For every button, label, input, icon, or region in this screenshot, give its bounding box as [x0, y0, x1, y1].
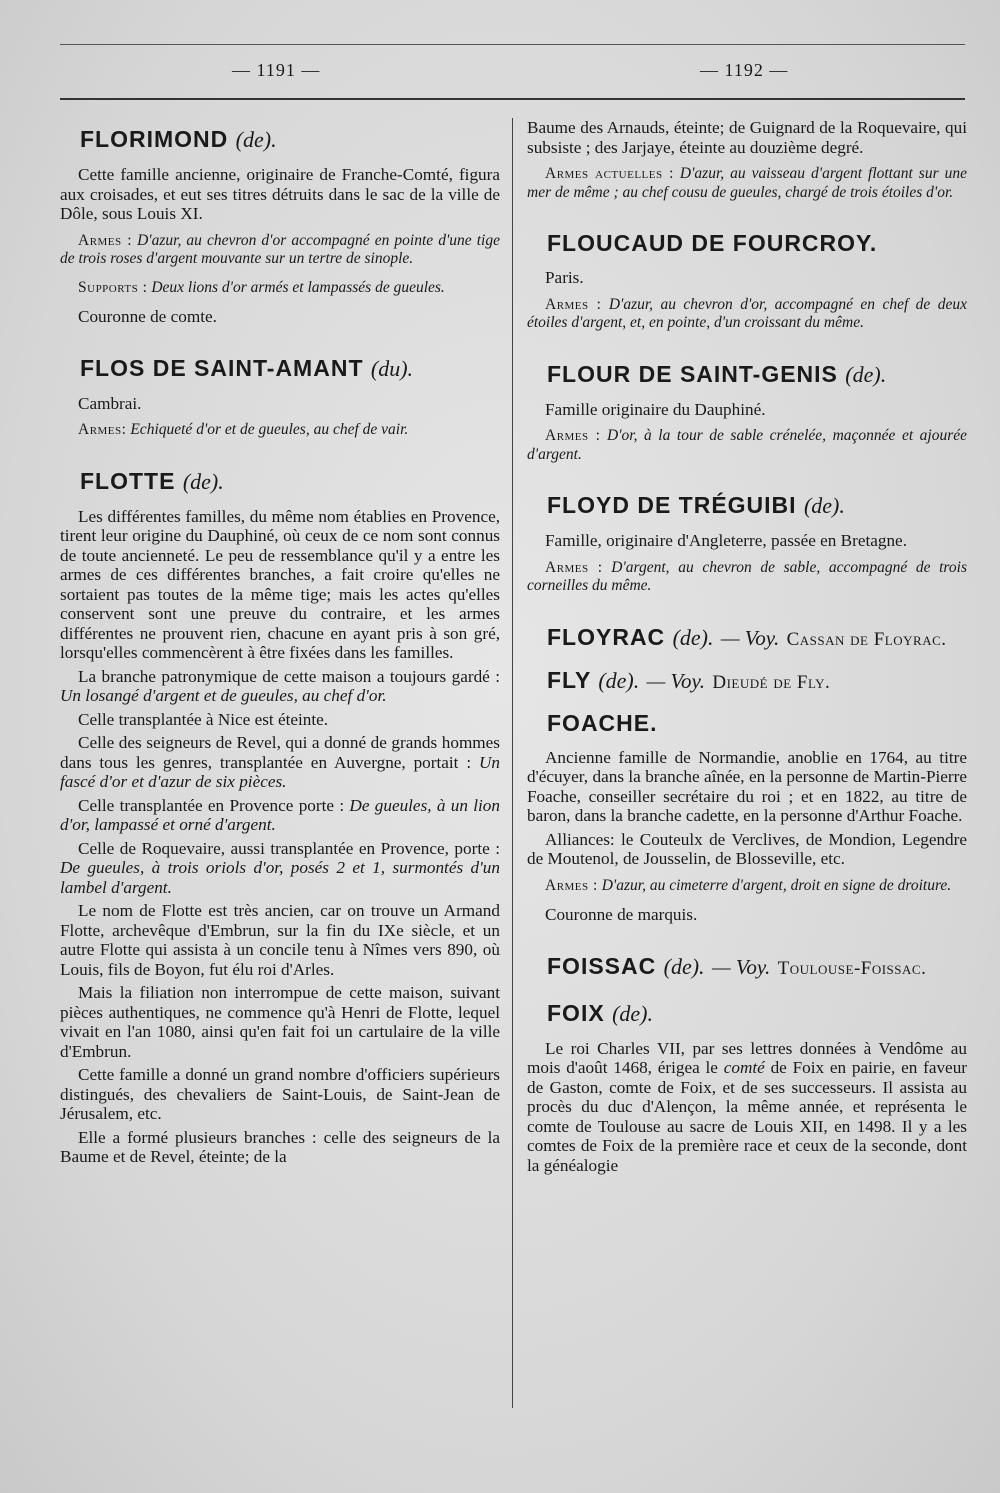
see-also: — Voy. — [711, 954, 771, 979]
armes-text: D'azur, au chevron d'or accompagné en pointe d'une tige de trois roses d'argent mouvante sur un tertre de sinople. — [60, 231, 500, 267]
armes-label: Armes : — [78, 231, 133, 249]
left-column — [60, 118, 500, 1195]
entry-text: Cette famille ancienne, originaire de Franche-Comté, figura aux croisades, et eut ses titres détruits dans le sac de la ville de Dôle, sous Louis XI. — [60, 165, 500, 223]
entry-floyrac — [527, 624, 967, 653]
armes-text: Echiqueté d'or et de gueules, au chef de vair. — [130, 421, 409, 438]
blazon-text: Un losangé d'argent et de gueules, au chef d'or. — [60, 686, 387, 705]
paragraph — [60, 733, 500, 792]
paragraph-text: Celle de Roquevaire, aussi transplantée en Provence, porte : — [78, 838, 500, 858]
entry-particle: (de). — [672, 624, 714, 650]
entry-particle: (du). — [370, 355, 414, 381]
entry-name: FOACHE. — [547, 709, 658, 736]
paragraph — [60, 667, 500, 706]
entry-foix — [527, 1000, 967, 1176]
entry-title — [547, 953, 967, 982]
entry-flour — [527, 361, 967, 465]
supports — [60, 279, 500, 298]
cross-reference: Cassan de Floyrac. — [786, 628, 947, 650]
couronne: Couronne de comte. — [78, 307, 217, 326]
header-rule — [60, 98, 965, 100]
entry-particle: (de). — [235, 127, 277, 152]
paragraph: Cette famille a donné un grand nombre d'officiers supérieurs distingués, des chevaliers de Saint-Louis, de Saint-Jean de Jérusalem, etc. — [60, 1065, 500, 1123]
entry-name: FLOS DE SAINT-AMANT — [80, 354, 364, 381]
entry-title — [547, 230, 967, 256]
entry-title — [547, 1000, 967, 1027]
blazon-text: Un fascé d'or et d'azur de six pièces. — [60, 752, 500, 791]
paragraph: Les différentes familles, du même nom établies en Provence, tirent leur origine du Dauphiné, où ceux de ce nom sont connus de toute ancienneté. Le peu de ressemblance qu'il y a entre les armes de ces différentes branches, a fait croire qu'elles ne sortaient pas toutes de la même tige; mais les actes qu'elles conservent sont une preuve du contraire, et les armes différentes ne prouvent rien, chacune en ayant pris à son gré, lorsqu'elles commencèrent à être fixées dans les familles. — [60, 506, 500, 662]
entry-particle: (de). — [803, 493, 845, 518]
armes-text: D'argent, au chevron de sable, accompagné de trois corneilles du même. — [527, 558, 967, 594]
entry-title — [547, 667, 967, 696]
entry-title — [80, 468, 500, 495]
entry-name: FOISSAC — [547, 952, 657, 979]
armes — [527, 165, 967, 202]
paragraph: Elle a formé plusieurs branches : celle des seigneurs de la Baume et de Revel, éteinte; de la — [60, 1127, 500, 1166]
see-also: — Voy. — [646, 668, 705, 693]
emphasis: comté — [723, 1058, 765, 1077]
entry-name: FLOYRAC — [547, 623, 666, 650]
blazon-text: De gueules, à un lion d'or, lampassé et orné d'argent. — [60, 795, 500, 834]
entry-floyd — [527, 492, 967, 596]
armes-label: Armes: — [78, 421, 127, 438]
paragraph-text: Celle des seigneurs de Revel, qui a donné de grands hommes dans tous les genres, transplantée en Auvergne, portait : — [60, 733, 500, 772]
entry-flotte-continued — [527, 118, 967, 202]
supports-label: Supports : — [78, 278, 148, 296]
entry-title — [80, 126, 500, 153]
entry-place: Paris. — [545, 268, 584, 287]
entry-particle: (de). — [663, 953, 705, 979]
top-rule — [60, 44, 965, 45]
entry-title — [547, 710, 967, 736]
entry-name: FLOTTE — [80, 467, 176, 494]
armes-text: D'azur, au cimeterre d'argent, droit en signe de droiture. — [601, 876, 952, 894]
entry-title — [547, 361, 967, 388]
armes — [527, 559, 967, 596]
armes — [527, 877, 967, 896]
entry-florimond — [60, 126, 500, 327]
cross-reference: Toulouse-Foissac. — [777, 957, 927, 979]
entry-name: FLOYD DE TRÉGUIBI — [547, 492, 797, 518]
entry-name: FLORIMOND — [80, 126, 229, 152]
paragraph: Ancienne famille de Normandie, anoblie en 1764, au titre d'écuyer, dans la branche aînée, en la personne de Martin-Pierre Foache, conseiller secrétaire du roi ; et en 1822, au titre de baron, dans la branche cadette, en la personne d'Arthur Foache. — [527, 747, 967, 825]
left-page-number: — 1191 — — [232, 60, 321, 80]
column-divider — [512, 118, 513, 1408]
entry-name: FLY — [547, 666, 591, 693]
armes-text: D'or, à la tour de sable crénelée, maçonnée et ajourée d'argent. — [527, 427, 968, 463]
entry-text: Famille originaire du Dauphiné. — [545, 399, 766, 419]
entry-title — [547, 492, 967, 519]
entry-place: Cambrai. — [78, 393, 142, 413]
entry-name: FLOUCAUD DE FOURCROY. — [547, 230, 878, 256]
paragraph-text: de Foix en pairie, en faveur de Gaston, comte de Foix, et de ses successeurs. Il assista au procès du duc d'Alençon, la même année, et représenta le comte de Toulouse au sacre de Louis XII, en 1498. Il y a les comtes de Foix de la première race et ceux de la seconde, dont la généalogie — [527, 1058, 968, 1175]
entry-particle: (de). — [612, 1000, 653, 1026]
armes — [60, 232, 500, 269]
armes — [527, 296, 967, 333]
see-also: — Voy. — [720, 625, 780, 650]
armes-label: Armes : — [545, 558, 603, 576]
armes — [527, 427, 967, 464]
entry-flotte — [60, 468, 500, 1167]
entry-text: Famille, originaire d'Angleterre, passée en Bretagne. — [545, 531, 907, 550]
right-page-number: — 1192 — — [700, 60, 789, 80]
paragraph: Alliances: le Couteulx de Verclives, de Mondion, Legendre de Moutenol, de Jousselin, de Blosseville, etc. — [527, 829, 967, 868]
entry-name: FOIX — [547, 999, 605, 1026]
supports-text: Deux lions d'or armés et lampassés de gueules. — [151, 278, 445, 296]
entry-flos — [60, 355, 500, 440]
paragraph: Le nom de Flotte est très ancien, car on trouve un Armand Flotte, archevêque d'Embrun, sur la fin du IXe siècle, et un autre Flotte qui assista à un concile tenu à Nîmes vers 890, où Louis, fils de Boyon, fut élu roi d'Arles. — [60, 901, 500, 979]
blazon-text: De gueules, à trois oriols d'or, posés 2 et 1, surmontés d'un lambel d'argent. — [60, 858, 500, 897]
entry-particle: (de). — [845, 361, 887, 387]
right-column — [527, 118, 967, 1203]
entry-title — [547, 624, 967, 653]
entry-foissac — [527, 953, 967, 982]
armes-text: D'azur, au vaisseau d'argent flottant sur une mer de même ; au chef cousu de gueules, chargé de trois étoiles d'or. — [527, 165, 967, 201]
armes-label: Armes : — [545, 876, 598, 894]
armes-text: D'azur, au chevron d'or, accompagné en chef de deux étoiles d'argent, et, en pointe, d'un croissant du même. — [527, 295, 967, 331]
armes-label: Armes actuelles : — [545, 165, 674, 182]
couronne: Couronne de marquis. — [545, 905, 698, 924]
paragraph: Baume des Arnauds, éteinte; de Guignard de la Roquevaire, qui subsiste ; des Jarjaye, éteinte au douzième degré. — [527, 118, 967, 157]
cross-reference: Dieudé de Fly. — [712, 671, 831, 693]
paragraph-text: La branche patronymique de cette maison a toujours gardé : — [78, 666, 500, 686]
armes — [60, 421, 500, 440]
entry-fly — [527, 667, 967, 696]
entry-name: FLOUR DE SAINT-GENIS — [547, 360, 838, 387]
paragraph: Celle transplantée à Nice est éteinte. — [78, 709, 329, 729]
entry-title — [80, 355, 500, 382]
paragraph — [60, 839, 500, 898]
armes-label: Armes : — [545, 295, 602, 313]
paragraph — [60, 796, 500, 835]
entry-floucaud — [527, 230, 967, 333]
paragraph: Mais la filiation non interrompue de cette maison, suivant pièces authentiques, ne commence qu'à Henri de Flotte, lequel vivait en l'an 1080, ainsi qu'en fait foi un cartulaire de la ville d'Embrun. — [60, 983, 500, 1061]
entry-foache — [527, 710, 967, 925]
paragraph — [527, 1039, 967, 1176]
armes-label: Armes : — [545, 427, 601, 444]
paragraph-text: Celle transplantée en Provence porte : — [78, 795, 345, 815]
entry-particle: (de). — [182, 468, 224, 494]
paragraph-text: Le roi Charles VII, par ses lettres données à Vendôme au mois d'août 1468, érigea le — [527, 1038, 967, 1077]
entry-particle: (de). — [598, 667, 640, 693]
